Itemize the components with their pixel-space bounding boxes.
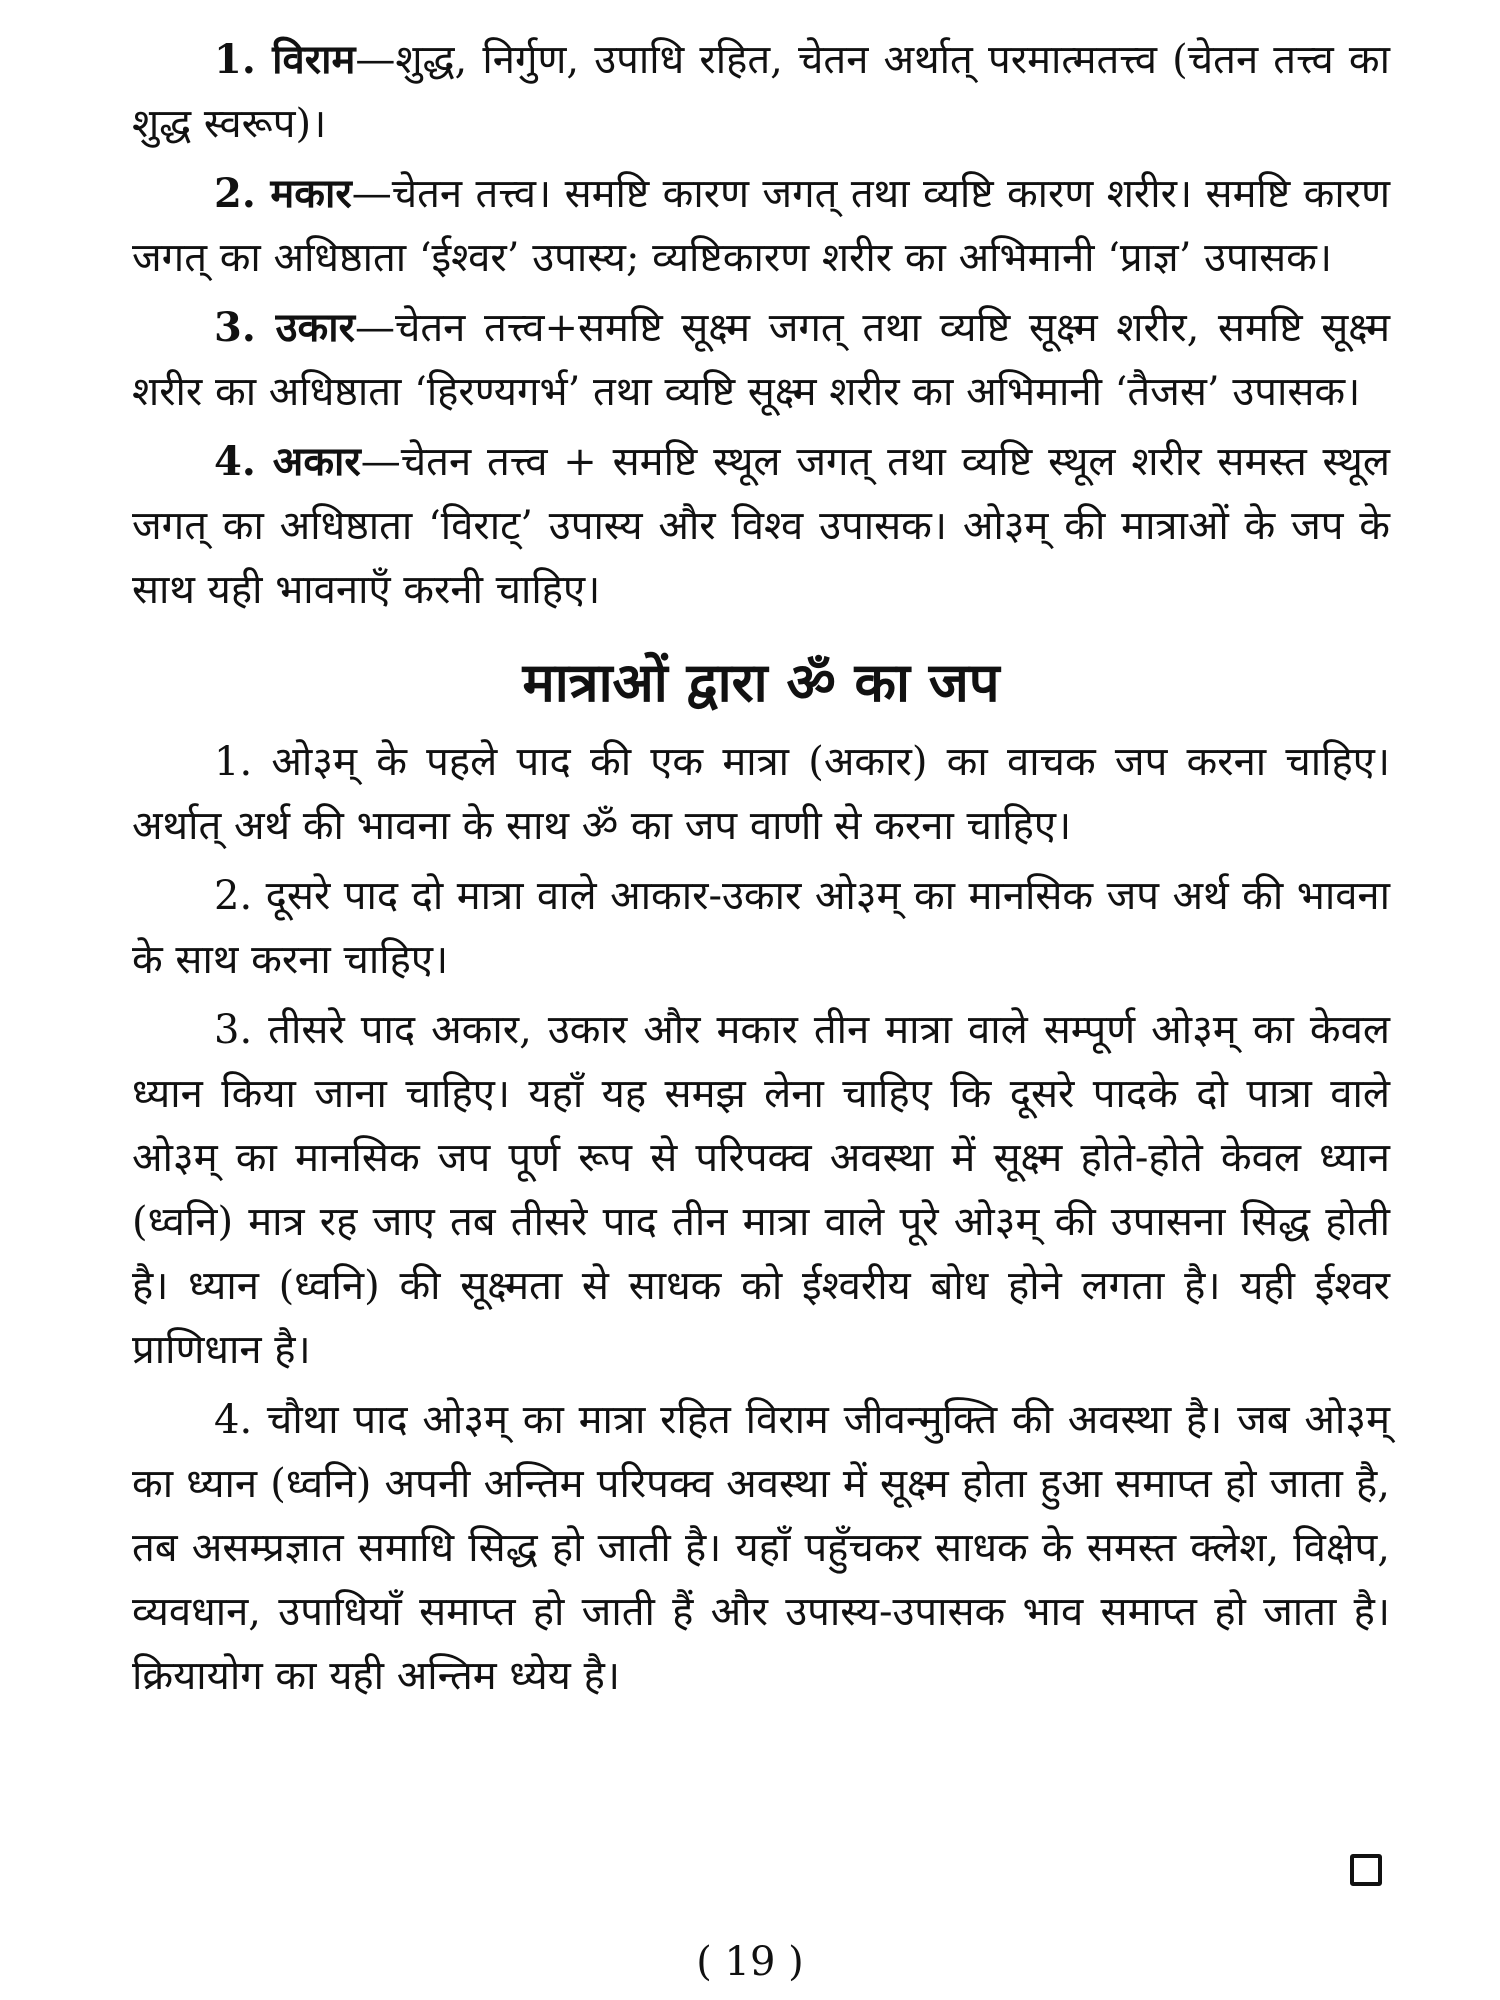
- definition-label: 4. अकार: [214, 438, 361, 485]
- japa-item: 2. दूसरे पाद दो मात्रा वाले आकार-उकार ओ३म् का मानसिक जप अर्थ की भावना के साथ करना चाहिए।: [132, 873, 1390, 983]
- end-of-section-square-icon: [1350, 1854, 1382, 1886]
- definition-label: 2. मकार: [214, 170, 352, 217]
- definition-label: 1. विराम: [214, 36, 356, 83]
- definition-text: —शुद्ध, निर्गुण, उपाधि रहित, चेतन अर्थात् परमात्मतत्त्व (चेतन तत्त्व का शुद्ध स्वरूप)।: [132, 37, 1391, 147]
- definition-label: 3. उकार: [214, 304, 355, 351]
- definition-virama: [132, 28, 1390, 156]
- definition-text: —चेतन तत्त्व + समष्टि स्थूल जगत् तथा व्यष्टि स्थूल शरीर समस्त स्थूल जगत् का अधिष्ठाता ‘विराट्’ उपास्य और विश्व उपासक। ओ३म् की मात्राओं के जप के साथ यही भावनाएँ करनी चाहिए।: [132, 439, 1390, 613]
- section-heading: मात्राओं द्वारा ॐ का जप: [522, 650, 1000, 714]
- japa-item: 4. चौथा पाद ओ३म् का मात्रा रहित विराम जीवन्मुक्ति की अवस्था है। जब ओ३म् का ध्यान (ध्वनि) अपनी अन्तिम परिपक्व अवस्था में सूक्ष्म होता हुआ समाप्त हो जाता है, तब असम्प्रज्ञात समाधि सिद्ध हो जाती है। यहाँ पहुँचकर साधक के समस्त क्लेश, विक्षेप, व्यवधान, उपाधियाँ समाप्त हो जाती हैं और उपास्य-उपासक भाव समाप्त हो जाता है। क्रियायोग का यही अन्तिम ध्येय है।: [132, 1397, 1390, 1699]
- definition-akara: [132, 430, 1390, 622]
- definition-text: —चेतन तत्त्व+समष्टि सूक्ष्म जगत् तथा व्यष्टि सूक्ष्म शरीर, समष्टि सूक्ष्म शरीर का अधिष्ठाता ‘हिरण्यगर्भ’ तथा व्यष्टि सूक्ष्म शरीर का अभिमानी ‘तैजस’ उपासक।: [132, 305, 1390, 415]
- japa-section: [132, 730, 1390, 1708]
- japa-item: 3. तीसरे पाद अकार, उकार और मकार तीन मात्रा वाले सम्पूर्ण ओ३म् का केवल ध्यान किया जाना चाहिए। यहाँ यह समझ लेना चाहिए कि दूसरे पादके दो पात्रा वाले ओ३म् का मानसिक जप पूर्ण रूप से परिपक्व अवस्था में सूक्ष्म होते-होते केवल ध्यान (ध्वनि) मात्र रह जाए तब तीसरे पाद तीन मात्रा वाले पूरे ओ३म् की उपासना सिद्ध होती है। ध्यान (ध्वनि) की सूक्ष्मता से साधक को ईश्वरीय बोध होने लगता है। यही ईश्वर प्राणिधान है।: [132, 1007, 1390, 1373]
- japa-item: 1. ओ३म् के पहले पाद की एक मात्रा (अकार) का वाचक जप करना चाहिए। अर्थात् अर्थ की भावना के साथ ॐ का जप वाणी से करना चाहिए।: [132, 739, 1390, 849]
- definition-text: —चेतन तत्त्व। समष्टि कारण जगत् तथा व्यष्टि कारण शरीर। समष्टि कारण जगत् का अधिष्ठाता ‘ईश्वर’ उपास्य; व्यष्टिकारण शरीर का अभिमानी ‘प्राज्ञ’ उपासक।: [132, 171, 1390, 281]
- definition-ukara: [132, 296, 1390, 424]
- definition-makara: [132, 162, 1390, 290]
- page-number: ( 19 ): [696, 1939, 804, 1985]
- definitions-section: [132, 28, 1390, 622]
